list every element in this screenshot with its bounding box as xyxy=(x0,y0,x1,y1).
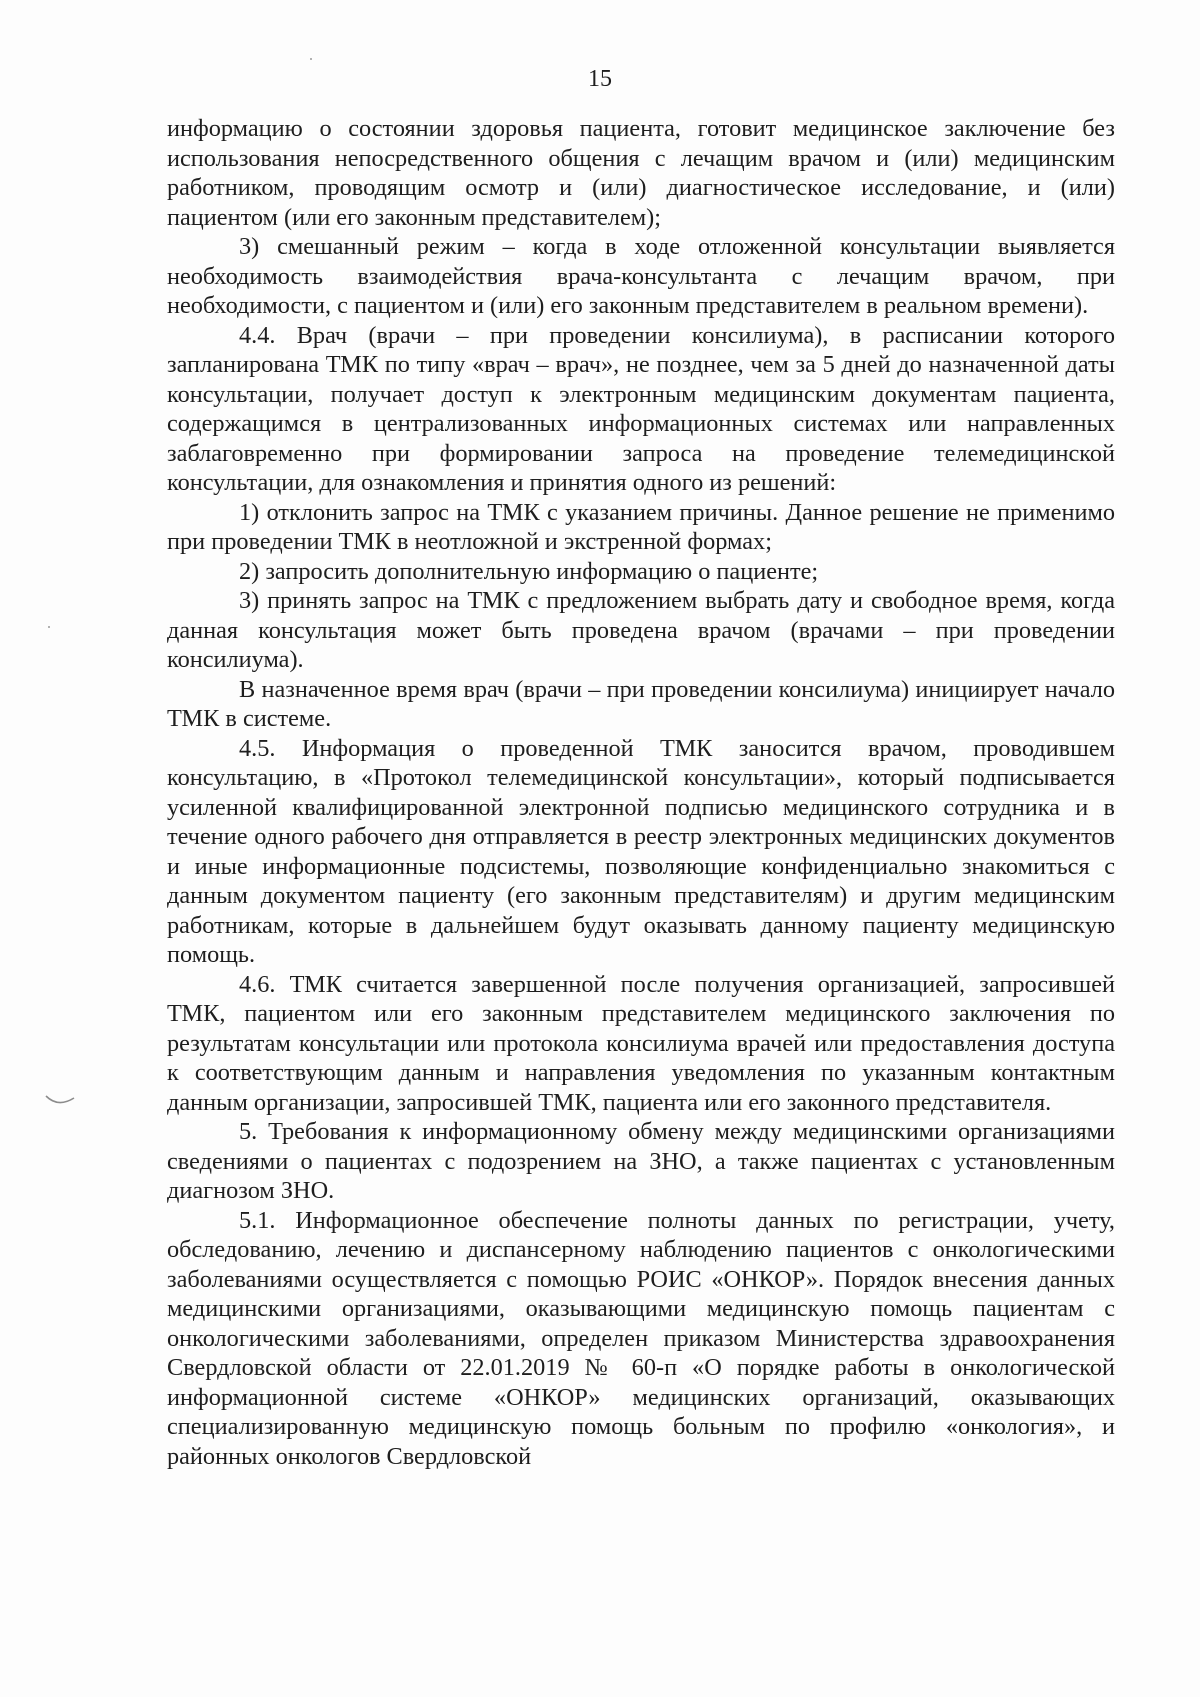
paragraph-mixed-mode: 3) смешанный режим – когда в ходе отложенной консультации выявляется необходимость взаимодействия врача-консультанта с лечащим врачом, при необходимости, с пациентом и (или) его законным представителем в реальном времени). xyxy=(167,233,1115,319)
page-number: 15 xyxy=(588,66,612,92)
paragraph-scheduled-time: В назначенное время врач (врачи – при проведении консилиума) инициирует начало ТМК в системе. xyxy=(167,675,1115,732)
body-text xyxy=(167,114,1115,1471)
scan-speck xyxy=(310,58,312,60)
paragraph-5-1: 5.1. Информационное обеспечение полноты данных по регистрации, учету, обследованию, лечению и диспансерному наблюдению пациентов с онкологическими заболеваниями осуществляется с помощью РОИС «ОНКОР». Порядок внесения данных медицинскими организациями, оказывающими медицинскую помощь пациентам с онкологическими заболеваниями, определен приказом Министерства здравоохранения Свердловской области от 22.01.2019 № 60-п «О порядке работы в онкологической информационной системе «ОНКОР» медицинских организаций, оказывающих специализированную медицинскую помощь больным по профилю «онкология», и районных онкологов Свердловской xyxy=(167,1206,1115,1470)
paragraph-4-4: 4.4. Врач (врачи – при проведении консилиума), в расписании которого запланирована ТМК по типу «врач – врач», не позднее, чем за 5 дней до назначенной даты консультации, получает доступ к электронным медицинским документам пациента, содержащимся в централизованных информационных системах или направленных заблаговременно при формировании запроса на проведение телемедицинской консультации, для ознакомления и принятия одного из решений: xyxy=(167,321,1115,496)
scan-margin-mark xyxy=(44,1090,76,1110)
paragraph-continuation: информацию о состоянии здоровья пациента, готовит медицинское заключение без использования непосредственного общения с лечащим врачом и (или) медицинским работником, проводящим осмотр и (или) диагностическое исследование, и (или) пациентом (или его законным представителем); xyxy=(167,115,1115,231)
paragraph-4-6: 4.6. ТМК считается завершенной после получения организацией, запросившей ТМК, пациентом или его законным представителем медицинского заключения по результатам консультации или протокола консилиума врачей или предоставления доступа к соответствующим данным и направления уведомления по указанным контактным данным организации, запросившей ТМК, пациента или его законного представителя. xyxy=(167,970,1115,1116)
paragraph-decision-1: 1) отклонить запрос на ТМК с указанием причины. Данное решение не применимо при проведении ТМК в неотложной и экстренной формах; xyxy=(167,498,1115,555)
paragraph-decision-3: 3) принять запрос на ТМК с предложением выбрать дату и свободное время, когда данная консультация может быть проведена врачом (врачами – при проведении консилиума). xyxy=(167,587,1115,673)
paragraph-section-5: 5. Требования к информационному обмену между медицинскими организациями сведениями о пациентах с подозрением на ЗНО, а также пациентах с установленным диагнозом ЗНО. xyxy=(167,1118,1115,1204)
paragraph-4-5: 4.5. Информация о проведенной ТМК заносится врачом, проводившем консультацию, в «Протокол телемедицинской консультации», который подписывается усиленной квалифицированной электронной подписью медицинского сотрудника и в течение одного рабочего дня отправляется в реестр электронных медицинских документов и иные информационные подсистемы, позволяющие конфиденциально знакомиться с данным документом пациенту (его законным представителям) и другим медицинским работникам, которые в дальнейшем будут оказывать данному пациенту медицинскую помощь. xyxy=(167,734,1115,968)
scan-speck xyxy=(48,626,50,628)
paragraph-decision-2: 2) запросить дополнительную информацию о пациенте; xyxy=(239,557,819,585)
